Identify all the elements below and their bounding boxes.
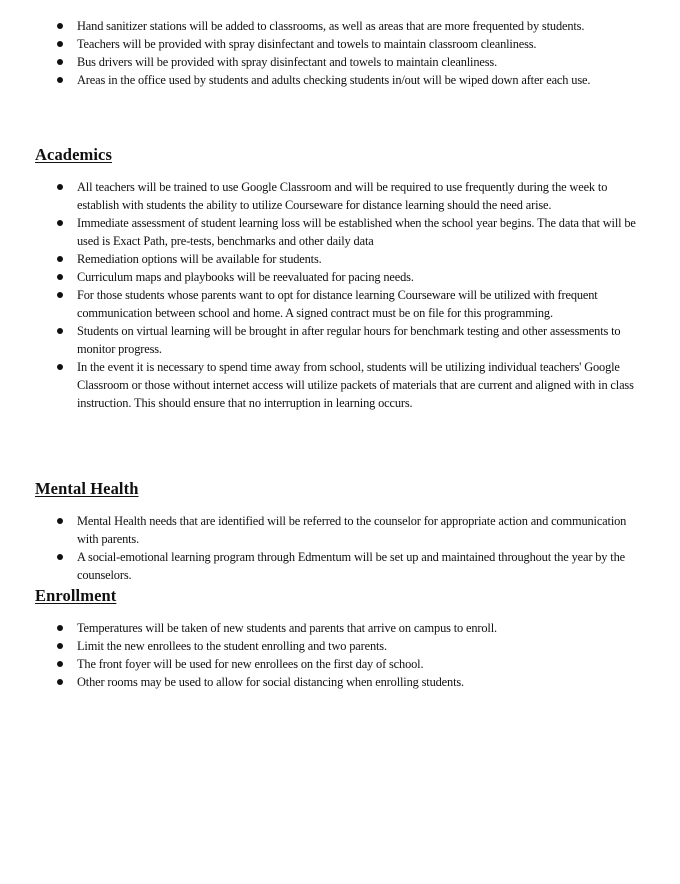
list-item: Students on virtual learning will be brought in after regular hours for benchmark testing and other assessments to monitor progress. (0, 322, 642, 358)
mental-health-list (0, 512, 642, 584)
list-item: Remediation options will be available for students. (0, 250, 642, 268)
list-item: A social-emotional learning program through Edmentum will be set up and maintained throughout the year by the counselors. (0, 548, 642, 584)
list-item: Hand sanitizer stations will be added to classrooms, as well as areas that are more frequented by students. (0, 17, 642, 35)
bullet-icon (57, 364, 63, 370)
list-item: All teachers will be trained to use Google Classroom and will be required to use frequently during the week to establish with students the ability to utilize Courseware for distance learning should the need arise. (0, 178, 642, 214)
list-item: Teachers will be provided with spray disinfectant and towels to maintain classroom cleanliness. (0, 35, 642, 53)
bullet-icon (57, 77, 63, 83)
list-item: For those students whose parents want to opt for distance learning Courseware will be utilized with frequent communication between school and home. A signed contract must be on file for this programming. (0, 286, 642, 322)
list-item: Temperatures will be taken of new students and parents that arrive on campus to enroll. (0, 619, 642, 637)
list-item: In the event it is necessary to spend time away from school, students will be utilizing individual teachers' Google Classroom or those without internet access will utilize packets of materials that are current and aligned with in class instruction. This should ensure that no interruption in learning occurs. (0, 358, 642, 412)
list-item: Areas in the office used by students and adults checking students in/out will be wiped down after each use. (0, 71, 642, 89)
cleaning-list (0, 17, 642, 89)
section-heading-academics: Academics (35, 145, 112, 164)
bullet-icon (57, 679, 63, 685)
list-item: Bus drivers will be provided with spray disinfectant and towels to maintain cleanliness. (0, 53, 642, 71)
bullet-icon (57, 256, 63, 262)
bullet-icon (57, 328, 63, 334)
list-item: The front foyer will be used for new enrollees on the first day of school. (0, 655, 642, 673)
list-item: Limit the new enrollees to the student enrolling and two parents. (0, 637, 642, 655)
section-heading-mental-health: Mental Health (35, 479, 139, 498)
bullet-icon (57, 661, 63, 667)
list-item: Curriculum maps and playbooks will be reevaluated for pacing needs. (0, 268, 642, 286)
bullet-icon (57, 59, 63, 65)
section-heading-enrollment: Enrollment (35, 586, 117, 605)
list-item: Mental Health needs that are identified will be referred to the counselor for appropriate action and communication with parents. (0, 512, 642, 548)
academics-list (0, 178, 642, 412)
bullet-icon (57, 23, 63, 29)
bullet-icon (57, 518, 63, 524)
list-item: Other rooms may be used to allow for social distancing when enrolling students. (0, 673, 642, 691)
bullet-icon (57, 274, 63, 280)
bullet-icon (57, 220, 63, 226)
list-item: Immediate assessment of student learning loss will be established when the school year begins. The data that will be used is Exact Path, pre-tests, benchmarks and other daily data (0, 214, 642, 250)
bullet-icon (57, 292, 63, 298)
enrollment-list (0, 619, 642, 691)
bullet-icon (57, 554, 63, 560)
bullet-icon (57, 184, 63, 190)
bullet-icon (57, 625, 63, 631)
bullet-icon (57, 41, 63, 47)
bullet-icon (57, 643, 63, 649)
